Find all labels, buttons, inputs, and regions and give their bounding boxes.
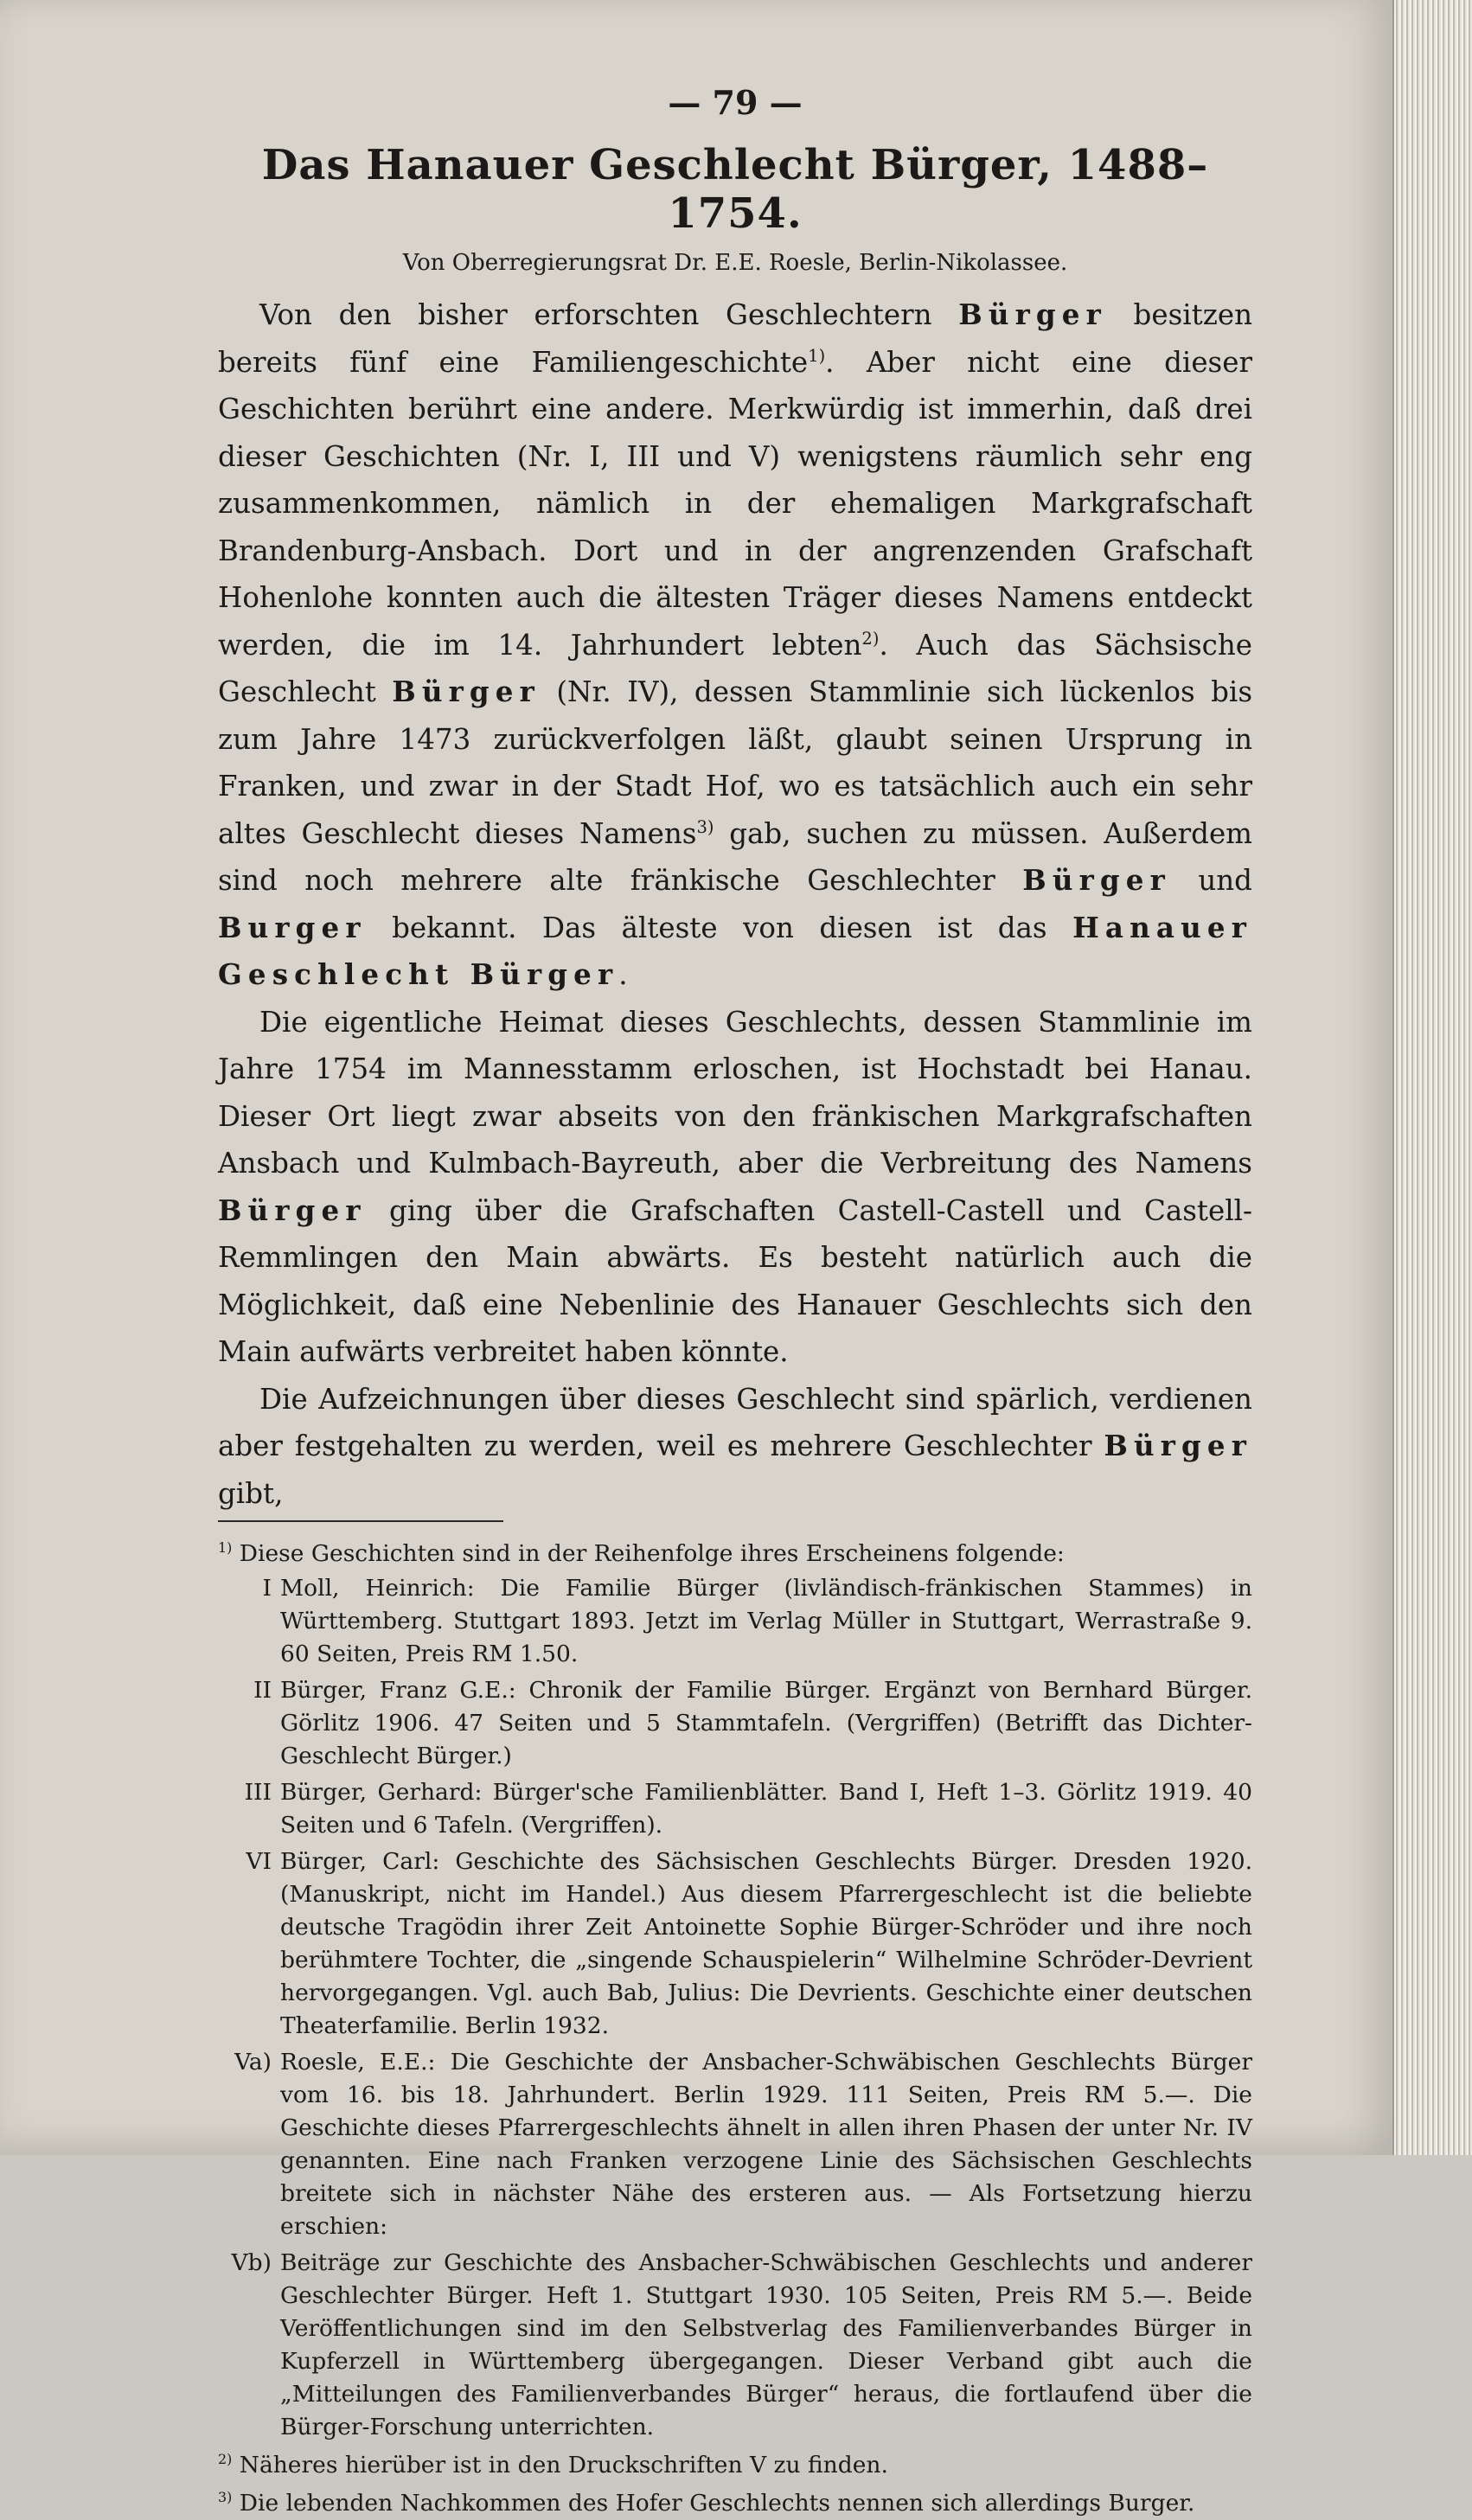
footnote-3: $^{3)}$ Die lebenden Nachkommen des Hofer Geschlechts nennen sich allerdings Burger. xyxy=(218,2489,1195,2517)
name-emphasis: Hanauer Geschlecht Bürger xyxy=(218,910,1252,991)
footnotes xyxy=(218,1538,1252,2520)
reference-label: I xyxy=(262,1575,272,1602)
reference-label: Va) xyxy=(234,2049,272,2075)
name-emphasis: Bürger xyxy=(218,1193,367,1227)
name-emphasis: Bürger xyxy=(1022,863,1171,897)
name-emphasis: Burger xyxy=(218,910,367,944)
footnote-ref-3: 3) xyxy=(696,816,714,837)
reference-item xyxy=(218,2046,1252,2243)
reference-label: II xyxy=(253,1677,272,1704)
reference-label: III xyxy=(244,1779,272,1806)
reference-text: Bürger, Gerhard: Bürger'sche Familienblätter. Band I, Heft 1–3. Görlitz 1919. 40 Seiten und 6 Tafeln. (Vergriffen). xyxy=(280,1779,1252,1839)
reference-item xyxy=(218,2247,1252,2444)
reference-item xyxy=(218,1845,1252,2043)
footnote-divider xyxy=(218,1520,503,1522)
paragraph-2: Die eigentliche Heimat dieses Geschlechts, dessen Stammlinie im Jahre 1754 im Mannesstamm erloschen, ist Hochstadt bei Hanau. Dieser Ort liegt zwar abseits von den fränkischen Markgrafschaften Ansbach und Kulmbach-Bayreuth, aber die Verbreitung des Namens Bürger ging über die Grafschaften Castell-Castell und Castell-Remmlingen den Main abwärts. Es besteht natürlich auch die Möglichkeit, daß eine Nebenlinie des Hanauer Geschlechts sich den Main aufwärts verbreitet haben könnte. xyxy=(218,1005,1252,1368)
reference-text: Roesle, E.E.: Die Geschichte der Ansbacher-Schwäbischen Geschlechts Bürger vom 16. bis 18. Jahrhundert. Berlin 1929. 111 Seiten, Preis RM 5.—. Die Geschichte dieses Pfarrergeschlechts ähnelt in allen ihren Phasen der unter Nr. IV genannten. Eine nach Franken verzogene Linie des Sächsischen Geschlechts breitete sich in nächster Nähe des ersteren aus. — Als Fortsetzung hierzu erschien: xyxy=(280,2049,1252,2240)
page-content xyxy=(218,83,1252,2520)
reference-item xyxy=(218,1674,1252,1773)
book-page-edges xyxy=(1392,0,1472,2155)
reference-text: Moll, Heinrich: Die Familie Bürger (livländisch-fränkischen Stammes) in Württemberg. Stuttgart 1893. Jetzt im Verlag Müller in Stuttgart, Werrastraße 9. 60 Seiten, Preis RM 1.50. xyxy=(280,1575,1252,1667)
footnote-ref-1: 1) xyxy=(808,345,826,366)
article-title: Das Hanauer Geschlecht Bürger, 1488–1754. xyxy=(261,141,1209,238)
name-emphasis: Bürger xyxy=(392,675,541,708)
reference-text: Beiträge zur Geschichte des Ansbacher-Schwäbischen Geschlechts und anderer Geschlechter Bürger. Heft 1. Stuttgart 1930. 105 Seiten, Preis RM 5.—. Beide Veröffentlichungen sind im den Selbstverlag des Familienverbandes Bürger in Kupferzell in Württemberg übergegangen. Dieser Verband gibt auch die „Mitteilungen des Familienverbandes Bürger“ heraus, die fortlaufend über die Bürger-Forschung unterrichten. xyxy=(280,2249,1252,2440)
name-emphasis: Bürger xyxy=(958,297,1107,331)
reference-label: Vb) xyxy=(231,2249,272,2276)
footnote-1: $^{1)}$ Diese Geschichten sind in der Reihenfolge ihres Erscheinens folgende: xyxy=(218,1539,1065,1567)
paragraph-3: Die Aufzeichnungen über dieses Geschlecht sind spärlich, verdienen aber festgehalten zu werden, weil es mehrere Geschlechter Bürger gibt, xyxy=(218,1382,1252,1510)
paragraph-1: Von den bisher erforschten Geschlechtern Bürger besitzen bereits fünf eine Familiengeschichte$^{1)}$. Aber nicht eine dieser Geschichten berührt eine andere. Merkwürdig ist immerhin, daß drei dieser Geschichten (Nr. I, III und V) wenigstens räumlich sehr eng zusammenkommen, nämlich in der ehemaligen Markgrafschaft Brandenburg-Ansbach. Dort und in der angrenzenden Grafschaft Hohenlohe konnten auch die ältesten Träger dieses Namens entdeckt werden, die im 14. Jahrhundert lebten$^{2)}$. Auch das Sächsische Geschlecht Bürger (Nr. IV), dessen Stammlinie sich lückenlos bis zum Jahre 1473 zurückverfolgen läßt, glaubt seinen Ursprung in Franken, und zwar in der Stadt Hof, wo es tatsächlich auch ein sehr altes Geschlecht dieses Namens$^{3)}$ gab, suchen zu müssen. Außerdem sind noch mehrere alte fränkische Geschlechter Bürger und Burger bekannt. Das älteste von diesen ist das Hanauer Geschlecht Bürger. xyxy=(218,297,1252,991)
reference-label: VI xyxy=(246,1848,272,1875)
article-byline: Von Oberregierungsrat Dr. E.E. Roesle, Berlin-Nikolassee. xyxy=(402,250,1068,276)
article-body xyxy=(218,291,1252,1517)
page-number: — 79 — xyxy=(668,83,803,122)
footnote-ref-2: 2) xyxy=(861,628,880,649)
reference-item xyxy=(218,1776,1252,1842)
footnote-2: $^{2)}$ Näheres hierüber ist in den Druckschriften V zu finden. xyxy=(218,2451,888,2478)
reference-item xyxy=(218,1572,1252,1671)
name-emphasis: Bürger xyxy=(1104,1429,1252,1462)
reference-text: Bürger, Franz G.E.: Chronik der Familie Bürger. Ergänzt von Bernhard Bürger. Görlitz 1906. 47 Seiten und 5 Stammtafeln. (Vergriffen) (Betrifft das Dichter-Geschlecht Bürger.) xyxy=(280,1677,1252,1769)
reference-text: Bürger, Carl: Geschichte des Sächsischen Geschlechts Bürger. Dresden 1920. (Manuskript, nicht im Handel.) Aus diesem Pfarrergeschlecht ist die beliebte deutsche Tragödin ihrer Zeit Antoinette Sophie Bürger-Schröder und ihre noch berühmtere Tochter, die „singende Schauspielerin“ Wilhelmine Schröder-Devrient hervorgegangen. Vgl. auch Bab, Julius: Die Devrients. Geschichte einer deutschen Theaterfamilie. Berlin 1932. xyxy=(280,1848,1252,2039)
